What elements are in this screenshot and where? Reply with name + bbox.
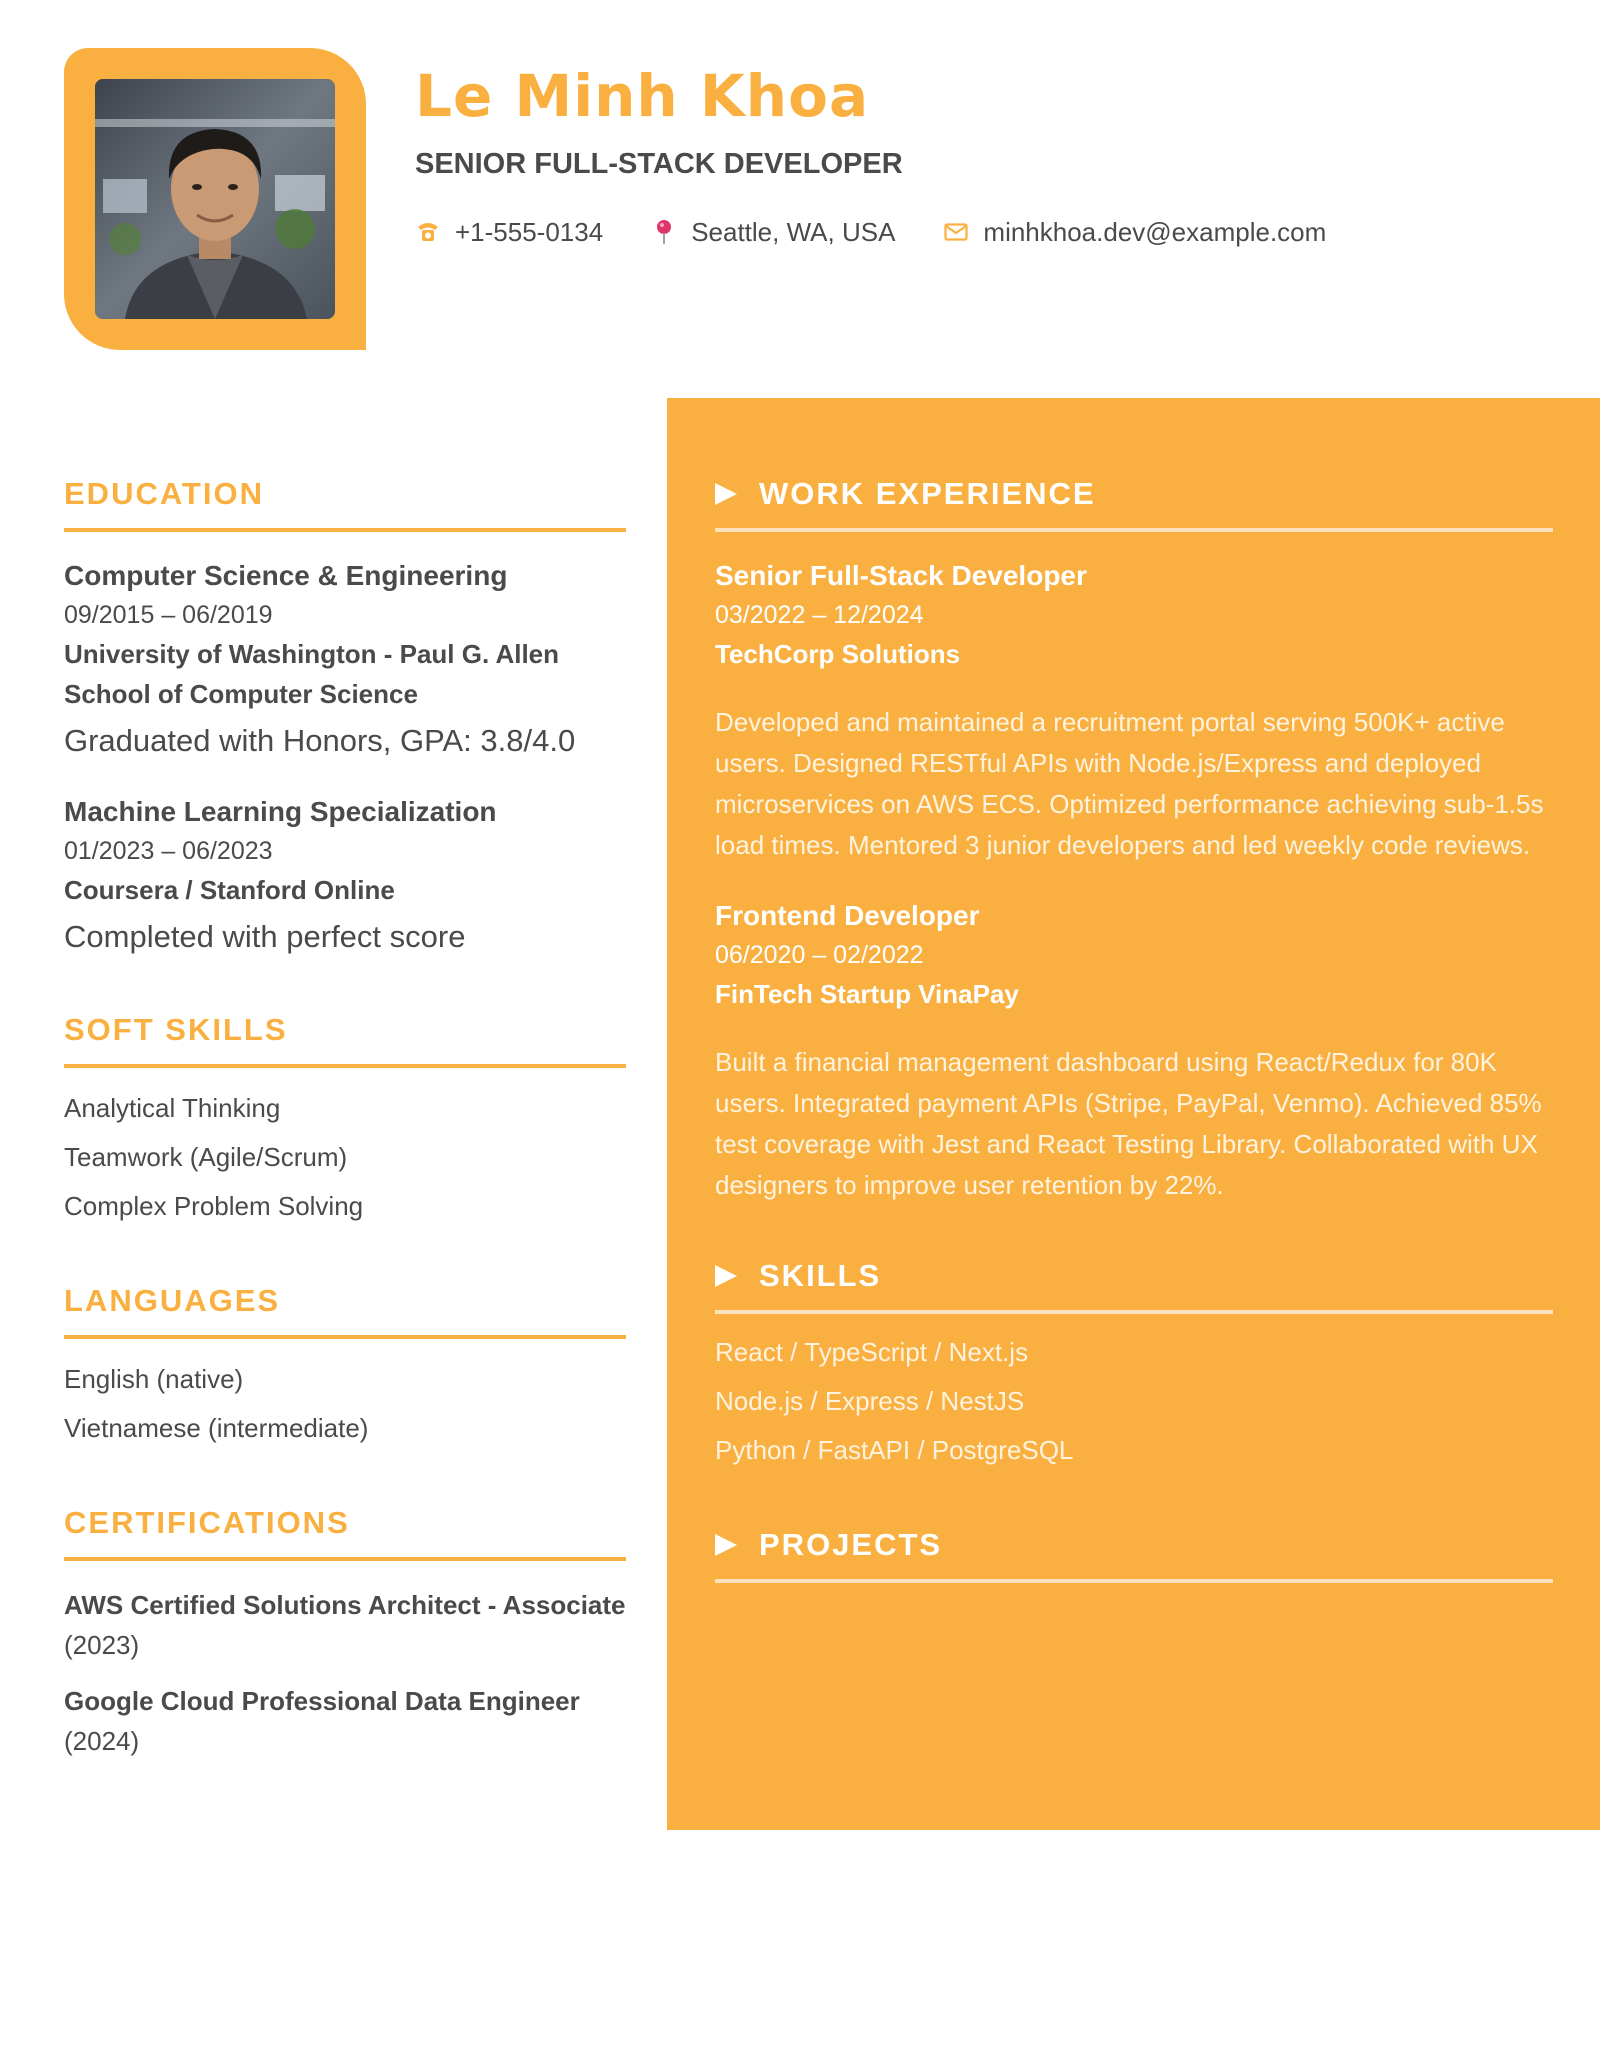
- work-experience-heading: [715, 470, 1553, 532]
- location-pin-icon: [651, 219, 677, 245]
- projects-section: [715, 1521, 1553, 1623]
- work-experience-heading-text: WORK EXPERIENCE: [759, 476, 1096, 511]
- education-note: Graduated with Honors, GPA: 3.8/4.0: [64, 723, 576, 758]
- certifications-section: [64, 1499, 626, 1761]
- list-item: Node.js / Express / NestJS: [715, 1386, 1025, 1416]
- job-description: Developed and maintained a recruitment portal serving 500K+ active users. Designed RESTful APIs with Node.js/Express and deployed microservices on AWS ECS. Optimized performance achieving sub-1.5s load times. Mentored 3 junior developers and led weekly code reviews.: [715, 707, 1544, 860]
- skills-list: [715, 1328, 1553, 1475]
- education-degree: Machine Learning Specialization: [64, 796, 497, 827]
- list-item: English (native): [64, 1364, 244, 1394]
- contact-info: [415, 214, 1374, 250]
- education-entry: [64, 792, 626, 960]
- job-dates: 03/2022 – 12/2024: [715, 601, 924, 629]
- certification-entry: [64, 1585, 626, 1665]
- skills-section: [715, 1252, 1553, 1475]
- education-note: Completed with perfect score: [64, 919, 466, 954]
- education-dates: 09/2015 – 06/2019: [64, 601, 273, 629]
- education-school: University of Washington - Paul G. Allen School of Computer Science: [64, 639, 560, 709]
- contact-email-text: minhkhoa.dev@example.com: [983, 216, 1327, 247]
- work-experience-section: [715, 470, 1553, 1206]
- projects-heading-text: PROJECTS: [759, 1527, 943, 1562]
- triangle-right-icon: [715, 1265, 737, 1287]
- certification-name: Google Cloud Professional Data Engineer: [64, 1686, 580, 1716]
- profile-photo: [95, 79, 335, 319]
- job-entry: [715, 896, 1553, 1206]
- certification-entry: [64, 1681, 626, 1761]
- list-item: Python / FastAPI / PostgreSQL: [715, 1435, 1074, 1465]
- certification-year: (2024): [64, 1726, 140, 1756]
- contact-location: [651, 217, 895, 248]
- left-column: [64, 470, 626, 1807]
- list-item: Analytical Thinking: [64, 1093, 281, 1123]
- contact-email: [943, 217, 1326, 248]
- triangle-right-icon: [715, 1534, 737, 1556]
- list-item: React / TypeScript / Next.js: [715, 1337, 1029, 1367]
- contact-location-text: Seattle, WA, USA: [691, 216, 896, 247]
- job-description: Built a financial management dashboard using React/Redux for 80K users. Integrated payment APIs (Stripe, PayPal, Venmo). Achieved 85% test coverage with Jest and React Testing Library. Collaborated with UX designers to improve user retention by 22%.: [715, 1047, 1542, 1200]
- skills-heading: [715, 1252, 1553, 1314]
- triangle-right-icon: [715, 483, 737, 505]
- list-item: Teamwork (Agile/Scrum): [64, 1142, 348, 1172]
- right-panel: [667, 398, 1600, 1830]
- education-entry: [64, 556, 626, 764]
- projects-heading: [715, 1521, 1553, 1583]
- list-item: Complex Problem Solving: [64, 1191, 364, 1221]
- languages-heading: LANGUAGES: [64, 1277, 626, 1339]
- job-company: TechCorp Solutions: [715, 639, 961, 669]
- languages-list: [64, 1355, 626, 1453]
- soft-skills-section: [64, 1006, 626, 1231]
- education-school: Coursera / Stanford Online: [64, 875, 395, 905]
- job-dates: 06/2020 – 02/2022: [715, 941, 924, 969]
- envelope-icon: [943, 219, 969, 245]
- soft-skills-heading: SOFT SKILLS: [64, 1006, 626, 1068]
- job-role: Senior Full-Stack Developer: [715, 560, 1087, 591]
- education-degree: Computer Science & Engineering: [64, 560, 508, 591]
- soft-skills-list: [64, 1084, 626, 1231]
- job-role: Frontend Developer: [715, 900, 980, 931]
- education-section: [64, 470, 626, 960]
- certifications-heading: CERTIFICATIONS: [64, 1499, 626, 1561]
- profile-photo-illustration: [95, 79, 335, 319]
- languages-section: [64, 1277, 626, 1453]
- job-entry: [715, 556, 1553, 866]
- skills-heading-text: SKILLS: [759, 1258, 882, 1293]
- profile-photo-frame: [64, 48, 366, 350]
- job-company: FinTech Startup VinaPay: [715, 979, 1019, 1009]
- contact-phone: [415, 217, 603, 248]
- list-item: Vietnamese (intermediate): [64, 1413, 369, 1443]
- education-dates: 01/2023 – 06/2023: [64, 837, 273, 865]
- candidate-name: Le Minh Khoa: [415, 62, 870, 130]
- contact-phone-text: +1-555-0134: [455, 216, 604, 247]
- phone-icon: [415, 219, 441, 245]
- education-heading: EDUCATION: [64, 470, 626, 532]
- candidate-job-title: SENIOR FULL-STACK DEVELOPER: [415, 148, 903, 180]
- certification-name: AWS Certified Solutions Architect - Associate: [64, 1590, 626, 1620]
- certification-year: (2023): [64, 1630, 140, 1660]
- projects-body: [715, 1583, 1553, 1623]
